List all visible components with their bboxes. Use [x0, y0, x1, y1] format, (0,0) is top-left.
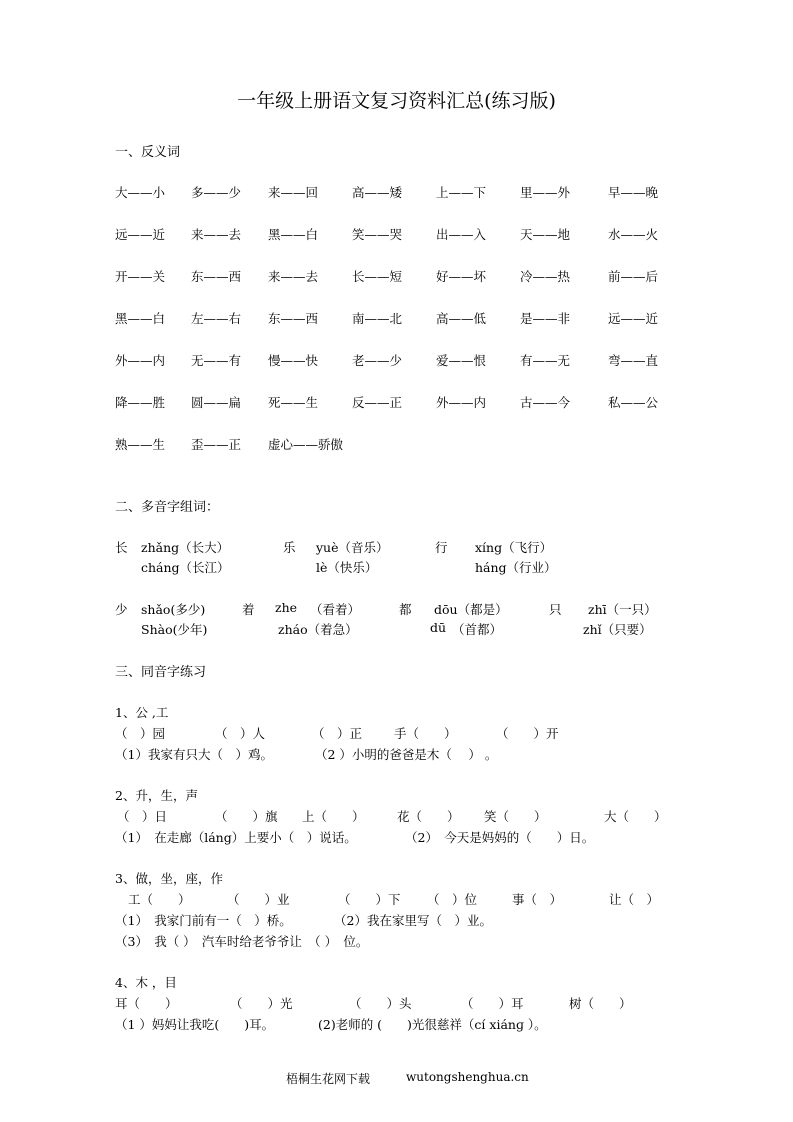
exercise-blank: （ ）旗 — [215, 809, 278, 824]
polyphone-reading: zhǐ（只要） — [583, 622, 652, 637]
antonym-pair: 是——非 — [520, 311, 571, 326]
polyphone-char-shao: 少 — [115, 602, 128, 617]
antonym-pair: 老——少 — [352, 353, 403, 368]
antonym-pair: 水——火 — [608, 227, 659, 242]
antonym-pair: 南——北 — [352, 311, 403, 326]
antonym-pair: 慢——快 — [268, 353, 319, 368]
antonym-pair: 古——今 — [520, 395, 571, 410]
footer-url: wutongshenghua.cn — [406, 1070, 529, 1084]
antonym-pair: 长——短 — [352, 269, 403, 284]
antonym-pair: 降——胜 — [115, 395, 166, 410]
exercise-4-label: 4、木 ，目 — [115, 975, 177, 990]
polyphone-char-xing: 行 — [435, 540, 448, 555]
exercise-sentence: （1 ）妈妈让我吃( )耳。 — [115, 1017, 275, 1032]
exercise-blank: （ ）光 — [230, 996, 293, 1011]
exercise-blank: 花（ ） — [397, 809, 460, 824]
antonym-pair: 黑——白 — [115, 311, 166, 326]
antonym-pair: 多——少 — [191, 185, 242, 200]
polyphone-reading: lè（快乐） — [316, 560, 378, 575]
exercise-blank: （ ）业 — [227, 892, 290, 907]
footer-site-name: 梧桐生花网下载 — [286, 1072, 371, 1086]
antonym-pair: 高——矮 — [352, 185, 403, 200]
polyphone-reading: háng（行业） — [475, 560, 557, 575]
antonym-pair: 来——去 — [191, 227, 242, 242]
exercise-blank: 工（ ） — [128, 892, 191, 907]
exercise-sentence: （2 ）小明的爸爸是木（ ） 。 — [315, 747, 498, 762]
exercise-blank: 手（ ） — [394, 726, 457, 741]
exercise-blank: 上（ ） — [302, 809, 365, 824]
exercise-sentence: （2）我在家里写（ ）业。 — [334, 913, 492, 928]
exercise-blank: 让（ ） — [609, 892, 660, 907]
exercise-sentence: （1） 我家门前有一（ ）桥。 — [115, 913, 292, 928]
antonym-pair: 圆——扁 — [191, 395, 242, 410]
antonym-pair: 死——生 — [268, 395, 319, 410]
polyphone-reading: Shào(少年) — [141, 622, 208, 637]
exercise-sentence: （1） 在走廊（láng）上要小（ ）说话。 — [115, 830, 357, 845]
section-homophone-heading: 三、同音字练习 — [115, 665, 207, 680]
section-polyphone-heading: 二、多音字组词： — [115, 500, 220, 515]
polyphone-reading: （看着） — [310, 602, 361, 617]
antonym-pair: 前——后 — [608, 269, 659, 284]
antonym-pair: 熟——生 — [115, 437, 166, 452]
exercise-blank: （ ）园 — [115, 726, 166, 741]
polyphone-reading: yuè（音乐） — [316, 540, 389, 555]
exercise-blank: 耳（ ） — [115, 996, 178, 1011]
antonym-pair: 远——近 — [115, 227, 166, 242]
antonym-pair: 东——西 — [268, 311, 319, 326]
antonym-pair: 冷——热 — [520, 269, 571, 284]
antonym-pair: 天——地 — [520, 227, 571, 242]
antonym-pair: 歪——正 — [191, 437, 242, 452]
exercise-sentence: （2） 今天是妈妈的（ ）日。 — [405, 830, 595, 845]
section-antonyms-heading: 一、反义词 — [115, 145, 181, 160]
antonym-pair: 反——正 — [352, 395, 403, 410]
exercise-blank: （ ）下 — [338, 892, 401, 907]
polyphone-reading: zhe — [275, 600, 298, 615]
polyphone-reading: dū — [430, 620, 447, 635]
polyphone-reading: zháo（着急） — [278, 622, 358, 637]
exercise-blank: 大（ ） — [604, 809, 667, 824]
polyphone-reading: dōu（都是） — [434, 602, 508, 617]
antonym-pair: 有——无 — [520, 353, 571, 368]
antonym-pair: 里——外 — [520, 185, 571, 200]
exercise-blank: （ ）开 — [496, 726, 559, 741]
antonym-pair: 私——公 — [608, 395, 659, 410]
antonym-pair: 虚心——骄傲 — [268, 437, 344, 452]
polyphone-char-zhi: 只 — [549, 602, 562, 617]
exercise-blank: （ ）头 — [349, 996, 412, 1011]
exercise-blank: 树（ ） — [569, 996, 632, 1011]
exercise-blank: （ ）日 — [117, 809, 168, 824]
antonym-pair: 东——西 — [191, 269, 242, 284]
antonym-pair: 好——坏 — [436, 269, 487, 284]
exercise-blank: （ ）位 — [427, 892, 478, 907]
exercise-sentence: （1）我家有只大（ ）鸡。 — [115, 747, 273, 762]
antonym-pair: 来——去 — [268, 269, 319, 284]
antonym-pair: 远——近 — [608, 311, 659, 326]
exercise-blank: （ ）人 — [215, 726, 266, 741]
exercise-blank: 笑（ ） — [484, 809, 547, 824]
antonym-pair: 爱——恨 — [436, 353, 487, 368]
antonym-pair: 上——下 — [436, 185, 487, 200]
antonym-pair: 高——低 — [436, 311, 487, 326]
polyphone-reading: xíng（飞行） — [475, 540, 553, 555]
exercise-2-label: 2、升，生，声 — [115, 788, 198, 803]
antonym-pair: 大——小 — [115, 185, 166, 200]
antonym-pair: 无——有 — [191, 353, 242, 368]
exercise-3-label: 3、做，坐，座，作 — [115, 871, 223, 886]
polyphone-reading: shǎo(多少) — [141, 602, 206, 617]
exercise-blank: （ ）正 — [312, 726, 363, 741]
polyphone-char-le: 乐 — [283, 540, 296, 555]
antonym-pair: 外——内 — [115, 353, 166, 368]
polyphone-char-dou: 都 — [399, 602, 412, 617]
polyphone-reading: zhī（一只） — [588, 602, 657, 617]
antonym-pair: 笑——哭 — [352, 227, 403, 242]
antonym-pair: 开——关 — [115, 269, 166, 284]
antonym-pair: 左——右 — [191, 311, 242, 326]
exercise-1-label: 1、公 ,工 — [115, 705, 169, 720]
polyphone-reading: （首都） — [452, 622, 503, 637]
exercise-sentence: （3） 我（ ） 汽车时给老爷爷让 （ ） 位。 — [115, 934, 369, 949]
polyphone-reading: cháng（长江） — [141, 560, 230, 575]
polyphone-reading: zhǎng（长大） — [141, 540, 230, 555]
antonym-pair: 外——内 — [436, 395, 487, 410]
polyphone-char-zhe: 着 — [242, 602, 255, 617]
exercise-blank: （ ）耳 — [461, 996, 524, 1011]
antonym-pair: 来——回 — [268, 185, 319, 200]
antonym-pair: 黑——白 — [268, 227, 319, 242]
polyphone-char-chang: 长 — [115, 540, 128, 555]
antonym-pair: 早——晚 — [608, 185, 659, 200]
antonym-pair: 出——入 — [436, 227, 487, 242]
exercise-sentence: (2)老师的 ( )光很慈祥（cí xiánɡ ）。 — [318, 1017, 547, 1032]
exercise-blank: 事（ ） — [512, 892, 563, 907]
page-title: 一年级上册语文复习资料汇总(练习版) — [237, 90, 556, 112]
antonym-pair: 弯——直 — [608, 353, 659, 368]
